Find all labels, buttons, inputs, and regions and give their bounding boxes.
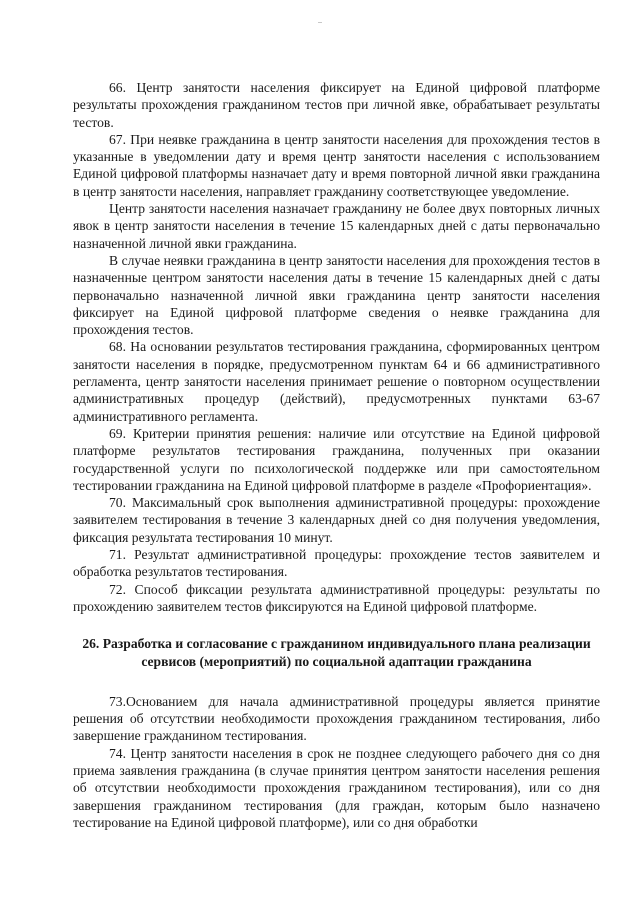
paragraph-69: 69. Критерии принятия решения: наличие или отсутствие на Единой цифровой платформе результатов тестирования гражданина, полученных при оказании государственной услуги по психологической поддержке или при самостоятельном тестировании гражданина на Единой цифровой платформе в разделе «Профориентация». bbox=[73, 425, 600, 493]
paragraph-71: 71. Результат административной процедуры: прохождение тестов заявителем и обработка результатов тестирования. bbox=[73, 547, 600, 580]
scan-mark bbox=[318, 22, 322, 23]
paragraph-68: 68. На основании результатов тестирования гражданина, сформированных центром занятости населения в порядке, предусмотренном пунктам 64 и 66 административного регламента, центр занятости населения принимает решение о повторном осуществлении административных процедур (действий), предусмотренных пунктами 63-67 административного регламента. bbox=[73, 339, 600, 424]
section-heading: 26. Разработка и согласование с гражданином индивидуального плана реализации сервисов (мероприятий) по социальной адаптации гражданина bbox=[82, 636, 591, 669]
paragraph-74: 74. Центр занятости населения в срок не позднее следующего рабочего дня со дня приема заявления гражданина (в случае принятия центром занятости населения решения об отсутствии необходимости прохождения гражданином тестирования), или со дня завершения гражданином тестирования (для граждан, которым было назначено тестирование на Единой цифровой платформе), или со дня обработки bbox=[73, 745, 600, 830]
paragraph-66: 66. Центр занятости населения фиксирует на Единой цифровой платформе результаты прохождения гражданином тестов при личной явке, обрабатывает результаты тестов. bbox=[73, 80, 600, 130]
paragraph-67: 67. При неявке гражданина в центр занятости населения для прохождения тестов в указанные в уведомлении дату и время центр занятости населения с использованием Единой цифровой платформы назначает дату и время повторной личной явки гражданина в центр занятости населения, направляет гражданину соответствующее уведомление. bbox=[73, 131, 600, 199]
paragraph-73: 73.Основанием для начала административной процедуры является принятие решения об отсутствии необходимости прохождения гражданином тестирования, либо завершение гражданином тестирования. bbox=[73, 693, 600, 744]
paragraph-no-show: В случае неявки гражданина в центр занятости населения для прохождения тестов в назначенные центром занятости населения даты в течение 15 календарных дней с даты первоначально назначенной личной явки гражданина центр занятости населения фиксирует на Единой цифровой платформе сведения о неявке гражданина для прохождения тестов. bbox=[73, 252, 600, 338]
paragraph-72: 72. Способ фиксации результата административной процедуры: результаты по прохождению заявителем тестов фиксируются на Единой цифровой платформе. bbox=[73, 581, 600, 614]
paragraph-70: 70. Максимальный срок выполнения административной процедуры: прохождение заявителем тестирования в течение 3 календарных дней со дня получения уведомления, фиксация результата тестирования 10 минут. bbox=[73, 495, 600, 545]
paragraph-repeat-visits: Центр занятости населения назначает гражданину не более двух повторных личных явок в центр занятости населения в течение 15 календарных дней с даты первоначально назначенной личной явки гражданина. bbox=[73, 201, 600, 251]
